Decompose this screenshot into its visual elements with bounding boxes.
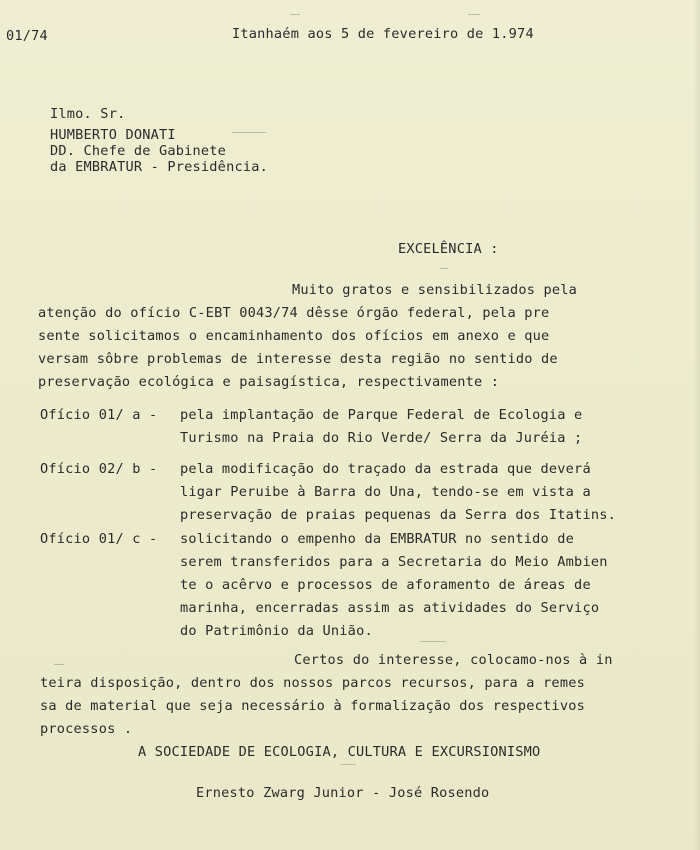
item-line: marinha, encerradas assim as atividades do Serviço — [180, 600, 600, 616]
body-line: atenção do ofício C-EBT 0043/74 dêsse órgão federal, pela pre — [38, 305, 550, 321]
smudge-mark — [468, 14, 480, 15]
recipient-organization: da EMBRATUR - Presidência. — [50, 159, 268, 175]
greeting: EXCELÊNCIA : — [398, 241, 499, 257]
body-line: sente solicitamos o encaminhamento dos ofícios em anexo e que — [38, 328, 550, 344]
smudge-mark — [290, 14, 300, 15]
item-label: Ofício 02/ b - — [40, 461, 158, 477]
closing-line: processos . — [40, 721, 133, 737]
closing-line: Certos do interesse, colocamo-nos à in — [294, 652, 613, 668]
item-line: solicitando o empenho da EMBRATUR no sentido de — [180, 531, 575, 547]
body-line: preservação ecológica e paisagística, respectivamente : — [38, 374, 500, 390]
recipient-name: HUMBERTO DONATI — [50, 127, 176, 143]
page-edge-shadow — [694, 0, 700, 850]
smudge-mark — [340, 764, 356, 765]
item-line: preservação de praias pequenas da Serra dos Itatins. — [180, 507, 616, 523]
salutation: Ilmo. Sr. — [50, 106, 126, 122]
smudge-mark — [232, 132, 266, 133]
recipient-title: DD. Chefe de Gabinete — [50, 143, 227, 159]
item-line: Turismo na Praia do Rio Verde/ Serra da Juréia ; — [180, 430, 583, 446]
place-and-date: Itanhaém aos 5 de fevereiro de 1.974 — [232, 26, 534, 42]
item-line: do Patrimônio da União. — [180, 623, 373, 639]
body-line: versam sôbre problemas de interesse desta região no sentido de — [38, 351, 558, 367]
item-label: Ofício 01/ c - — [40, 531, 158, 547]
closing-line: teira disposição, dentro dos nossos parcos recursos, para a remes — [40, 675, 585, 691]
signatories: Ernesto Zwarg Junior - José Rosendo — [196, 785, 490, 801]
closing-line: sa de material que seja necessário à formalização dos respectivos — [40, 698, 585, 714]
reference-number: 01/74 — [6, 28, 48, 44]
smudge-mark — [440, 268, 448, 269]
item-line: pela modificação do traçado da estrada que deverá — [180, 461, 591, 477]
body-line: Muito gratos e sensibilizados pela — [292, 282, 578, 298]
item-line: te o acêrvo e processos de aforamento de áreas de — [180, 577, 591, 593]
sender-organization: A SOCIEDADE DE ECOLOGIA, CULTURA E EXCURSIONISMO — [138, 744, 541, 760]
item-line: serem transferidos para a Secretaria do Meio Ambien — [180, 554, 608, 570]
item-line: ligar Peruibe à Barra do Una, tendo-se em vista a — [180, 484, 591, 500]
item-label: Ofício 01/ a - — [40, 407, 158, 423]
item-line: pela implantação de Parque Federal de Ecologia e — [180, 407, 583, 423]
smudge-mark — [420, 641, 446, 642]
smudge-mark — [54, 664, 64, 665]
